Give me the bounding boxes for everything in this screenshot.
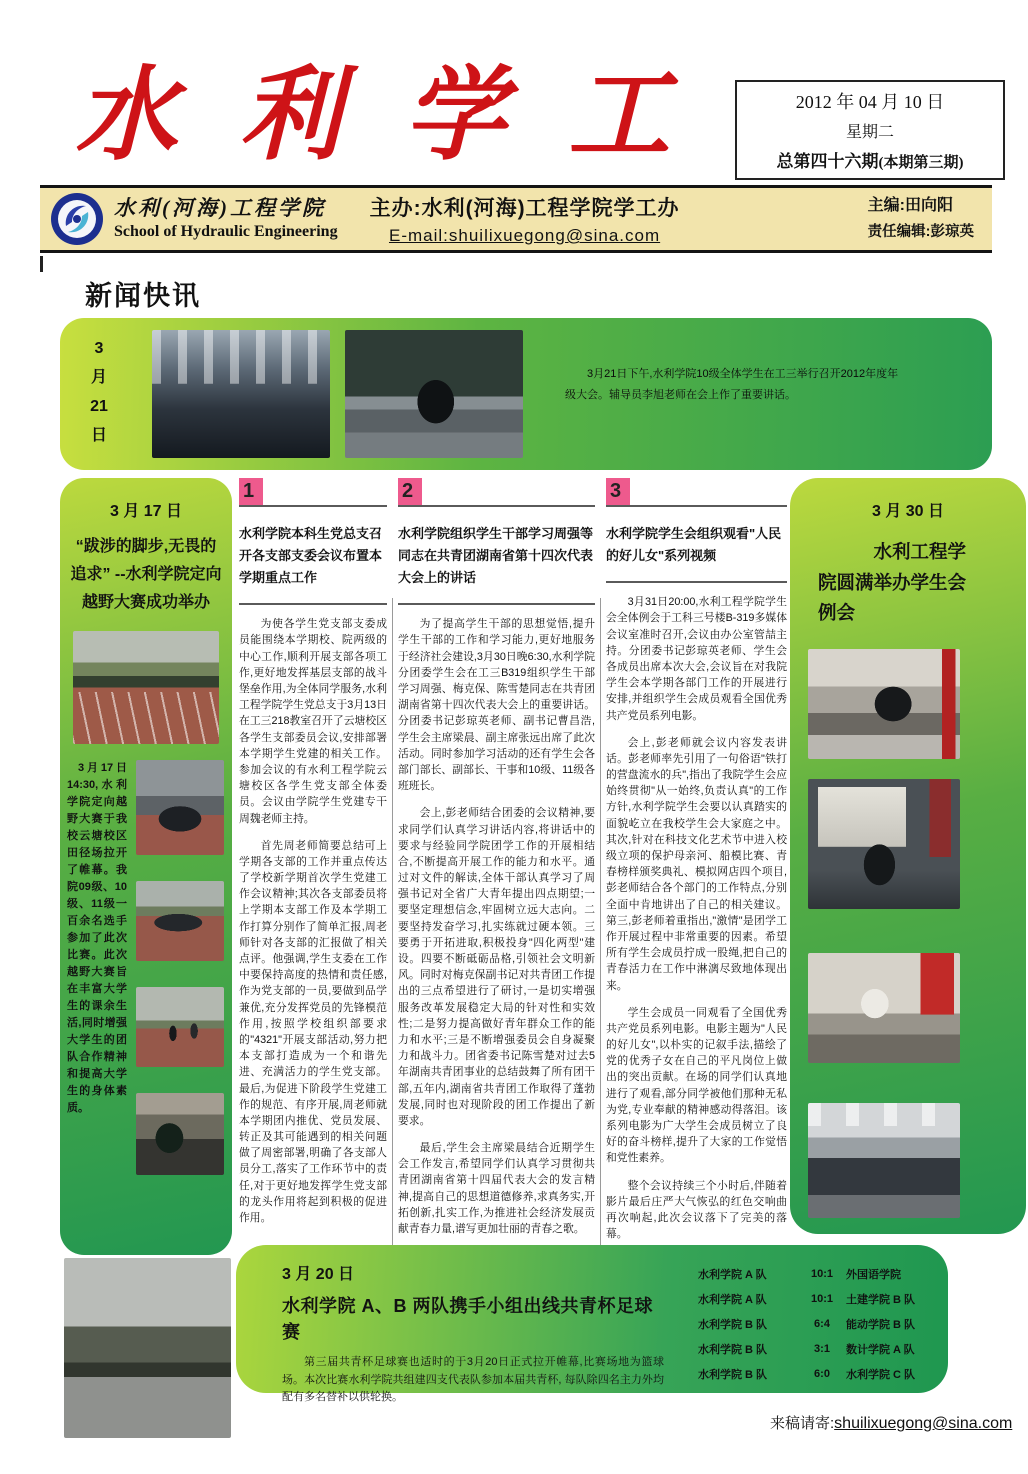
masthead-bar	[40, 185, 992, 253]
rule	[606, 581, 787, 583]
banner-date-char: 日	[90, 427, 107, 444]
news-banner-mar21	[60, 318, 992, 470]
home-team: 水利学院 A 队	[698, 1293, 767, 1306]
school-name-block	[114, 196, 338, 242]
article-column-1	[239, 478, 387, 1226]
duty-editor: 责任编辑:彭琼英	[867, 224, 974, 241]
left-panel-mar17	[60, 478, 232, 1255]
home-team: 水利学院 B 队	[698, 1318, 768, 1331]
photo-annual-meeting-audience	[152, 330, 330, 458]
title-char: 工	[567, 60, 670, 173]
school-logo	[50, 192, 104, 246]
photo-meeting-projector	[808, 779, 960, 909]
photo-meeting-audience	[808, 1103, 960, 1218]
masthead-email-link[interactable]: E-mail:shuilixuegong@sina.com	[388, 226, 661, 245]
right-panel-photo-stack	[808, 649, 960, 1218]
photo-meeting-podium-banner	[808, 953, 960, 1063]
match-result-row	[698, 1336, 948, 1361]
issue-date: 2012 年 04 月 10 日	[795, 91, 945, 112]
home-team: 水利学院 B 队	[698, 1343, 768, 1356]
article-paragraph: 会上,彭老师结合团委的会议精神,要求同学们认真学习讲话内容,将讲话中的要求与经验同学院团学工作的开展相结合,不断提高开展工作的能力和水平。通过对文件的解读,全体干部认真学习了周强书记对全省广大青年提出四点期望;一要坚定理想信念,牢固树立远大志向。二要坚持发奋学习,扎实练就过硬本领。三要勇于开拓进取,积极投身"四化两型"建设。四要不断砥砺品格,引领社会文明新风。同时对梅克保副书记对共青团工作提出的三点希望进行了研讨,一是切实增强服务改革发展稳定大局的针对性和实效性;二是努力提高做好青年群众工作的能力和水平;三是不断增强委员会自身凝聚力和战斗力。团省委书记陈雪楚对过去5年湖南共青团事业的总结鼓舞了所有团干部,五年内,湖南省共青团工作取得了蓬勃发展,同时也对现阶段的团工作提出了新要求。	[398, 807, 595, 1127]
article-paragraph: 会上,彭老师就会议内容发表讲话。彭老师率先引用了一句俗语"铁打的营盘流水的兵",指出了我院学生会应始终贯彻"从一始终,负责认真"的工作方针,水利学院学生会要以认真踏实的面貌屹立在我校学生会大家庭之中。其次,针对在科技文化艺术节中进入校级立项的保护母亲河、船模比赛、青春榜样颁奖典礼、模拟网店四个项目,彭老师结合各个部门的工作特点,分别全面中肯地讲出了自己的相关建议。第三,彭老师着重指出,"激情"是团学工作开展过程中非常重要的因素。希望所有学生会成员拧成一股绳,把自己的青春活力在工作中淋漓尽致地体现出来。	[606, 736, 787, 992]
rule	[239, 603, 387, 605]
match-result-row	[698, 1286, 948, 1311]
section-title-news: 新闻快讯	[85, 281, 201, 311]
match-score: 3:1	[814, 1342, 830, 1355]
banner-date-char: 21	[90, 398, 108, 415]
right-panel-date: 3 月 30 日	[871, 503, 945, 520]
article-paragraph: 学生会成员一同观看了全国优秀共产党员系列电影。电影主题为"人民的好儿女",以朴实的记叙手法,描绘了党的优秀子女在自己的平凡岗位上做出的突出贡献。在场的同学们认真地进行了观看,部分同学被他们那种无私为党,专业奉献的精神感动得落泪。该系列电影为广大学生会成员树立了良好的奋斗榜样,提升了大家的工作觉悟和党性素养。	[606, 1006, 787, 1165]
away-team: 土建学院 B 队	[846, 1293, 916, 1306]
photo-campus-road	[64, 1258, 231, 1438]
title-char: 水	[75, 60, 177, 173]
issue-number-sub: (本期第三期)	[878, 155, 964, 172]
left-panel-photo-stack	[136, 760, 224, 1175]
footer-label: 来稿请寄:	[770, 1415, 835, 1432]
left-panel-headline: “跋涉的脚步,无畏的追求” --水利学院定向越野大赛成功举办	[70, 538, 222, 611]
issue-number	[777, 147, 964, 172]
bottom-panel-body: 第三届共青杯足球赛也适时的于3月20日正式拉开帷幕,比赛场地为篮球场。本次比赛水利学院共组建四支代表队参加本届共青杯, 每队除四名主力外均配有多名替补以供轮换。	[282, 1356, 664, 1404]
article-column-3	[606, 478, 787, 1264]
article-headline: 水利学院本科生党总支召开各支部支委会议布置本学期重点工作	[239, 526, 383, 586]
rule	[398, 603, 595, 605]
footer-email-link[interactable]: shuilixuegong@sina.com	[834, 1415, 1013, 1432]
left-panel-body: 3月17日14:30,水利学院定向越野大赛于我校云塘校区田径场拉开了帷幕。我院09级、10级、11级一百余名选手参加了此次比赛。此次越野大赛旨在丰富大学生的课余生活,同时增强大学生的团队合作精神和提高大学生的身体素质。	[67, 762, 127, 1114]
issue-weekday: 星期二	[845, 123, 894, 141]
title-char: 学	[403, 60, 506, 173]
left-panel-date: 3 月 17 日	[109, 503, 183, 520]
photo-orienteering-checkin	[136, 1093, 224, 1175]
article-number-badge: 1	[239, 478, 263, 505]
photo-orienteering-crowd-1	[136, 760, 224, 855]
photo-orienteering-crowd-2	[136, 881, 224, 961]
article-number-badge: 3	[606, 478, 630, 505]
match-results-table	[698, 1261, 948, 1393]
match-result-row	[698, 1261, 948, 1286]
match-score: 6:0	[814, 1367, 830, 1380]
footer-contact	[770, 1412, 1012, 1433]
rule	[606, 505, 787, 507]
home-team: 水利学院 A 队	[698, 1268, 767, 1281]
article-paragraph: 最后,学生会主席梁晨结合近期学生会工作发言,希望同学们认真学习贯彻共青团湖南省第十四届代表大会的发言精神,提高自己的思想道德修养,求真务实,开拓创新,扎实工作,为推进社会经济发展贡献青春力量,谱写更加壮丽的青春之歌。	[398, 1142, 595, 1236]
article-paragraph: 首先周老师简要总结可上学期各支部的工作并重点传达了学校新学期首次学生党建工作会议精神;其次各支部委员将上学期本支部工作及本学期工作打算分别作了简单汇报,周老师针对各支部的汇报做了相关点评。他强调,学生支委在工作中要保持高度的热情和责任感,作为党支部的一员,要做到品学兼优,充分发挥党员的先锋模范作用,按照学校组织部要求的"4321"开展支部活动,努力把本支部打造成为一个和谐先进、充满活力的学生党支部。最后,为促进下阶段学生党建工作的规范、有序开展,周老师就本学期团内推优、党员发展、转正及其可能遇到的相关问题做了周密部署,明确了各支部人员分工,落实了工作环节中的责任,对于更好地发挥学生党支部的龙头作用将起到积极的促进作用。	[239, 839, 387, 1225]
issue-info-box	[735, 80, 1005, 180]
article-paragraph: 为了提高学生干部的思想觉悟,提升学生干部的工作和学习能力,更好地服务于经济社会建设,3月30日晚6:30,水利学院分团委学生会在工三B319组织学生干部学习周强、梅克保、陈雪楚同志在共青团湖南省第十四次代表大会上的重要讲话。分团委书记彭琼英老师、副书记曹昌浩,学生会主席梁晨、副主席张远出席了此次活动。同时参加学习活动的还有学生会各部门部长、副部长、干事和10级、11级各班班长。	[398, 618, 595, 793]
chief-editor: 主编:田向阳	[867, 197, 954, 215]
away-team: 水利学院 C 队	[846, 1368, 916, 1381]
issue-number-main: 总第四十六期	[776, 152, 879, 172]
newspaper-title	[75, 58, 670, 176]
article-headline: 水利学院学生会组织观看"人民的好儿女"系列视频	[606, 526, 782, 564]
photo-orienteering-start	[73, 631, 219, 744]
article-number-badge: 2	[398, 478, 422, 505]
right-panel-headline: 水利工程学院圆满举办学生会例会	[818, 541, 967, 624]
away-team: 数计学院 A 队	[846, 1343, 915, 1356]
article-paragraph: 为使各学生党支部支委成员能围绕本学期校、院两级的中心工作,顺利开展支部各项工作,更好地发挥基层支部的战斗堡垒作用,为全体同学服务,水利工程学院学生党总支于3月13日在工三218教室召开了云塘校区各学生支部委员会议,安排部署本学期学生党建的相关工作。参加会议的有水利工程学院云塘校区各学生党支部全体委员。会议由学院学生党建专干周魏老师主持。	[239, 618, 387, 825]
match-score: 10:1	[810, 1292, 834, 1305]
match-result-row	[698, 1361, 948, 1386]
away-team: 能动学院 B 队	[846, 1318, 916, 1331]
title-char: 利	[239, 60, 342, 173]
match-result-row	[698, 1311, 948, 1336]
right-panel-mar30	[790, 478, 1026, 1234]
rule	[398, 505, 595, 507]
photo-orienteering-runners	[136, 987, 224, 1067]
photo-annual-meeting-speaker	[345, 330, 523, 458]
banner-date	[84, 334, 114, 450]
organizer-block	[370, 192, 680, 246]
column-divider	[600, 598, 601, 1246]
article-column-2	[398, 478, 595, 1259]
article-paragraph: 整个会议持续三个小时后,伴随着影片最后庄严大气恢弘的红色交响曲再次响起,此次会议落下了完美的落幕。	[606, 1179, 787, 1241]
left-panel-body-row	[67, 760, 224, 1175]
article-paragraph: 3月31日20:00,水利工程学院学生会全体例会于工科三号楼B-319多媒体会议室准时召开,会议由办公室管喆主持。分团委书记彭琼英老师、学生会各成员出席本次大会,会议旨在对我院学生会本学期各部门工作的开展进行安排,并组织学生会成员观看全国优秀共产党员系列电影。	[606, 596, 787, 722]
article-headline: 水利学院组织学生干部学习周强等同志在共青团湖南省第十四次代表大会上的讲话	[398, 526, 594, 586]
match-score: 10:1	[810, 1267, 834, 1280]
school-name-cn: 水利(河海)工程学院	[114, 196, 326, 221]
bottom-panel-date: 3 月 20 日	[282, 1266, 355, 1283]
organizer-line: 主办:水利(河海)工程学院学工办	[369, 197, 680, 220]
bottom-panel-mar20	[236, 1245, 948, 1404]
photo-meeting-hostess	[808, 649, 960, 759]
bottom-panel-headline: 水利学院 A、B 两队携手小组出线共青杯足球赛	[282, 1296, 653, 1342]
school-name-en: School of Hydraulic Engineering	[114, 223, 338, 241]
banner-caption: 3月21日下午,水利学院10级全体学生在工三举行召开2012年度年级大会。辅导员李旭老师在会上作了重要讲话。	[565, 368, 899, 402]
home-team: 水利学院 B 队	[698, 1368, 768, 1381]
banner-date-char: 3	[94, 340, 104, 357]
rule	[239, 505, 387, 507]
margin-tick	[40, 256, 43, 272]
banner-date-char: 月	[90, 369, 107, 386]
match-score: 6:4	[814, 1317, 830, 1330]
away-team: 外国语学院	[846, 1268, 901, 1281]
football-article	[236, 1245, 670, 1404]
editors-block	[868, 194, 982, 244]
column-divider	[392, 598, 393, 1246]
